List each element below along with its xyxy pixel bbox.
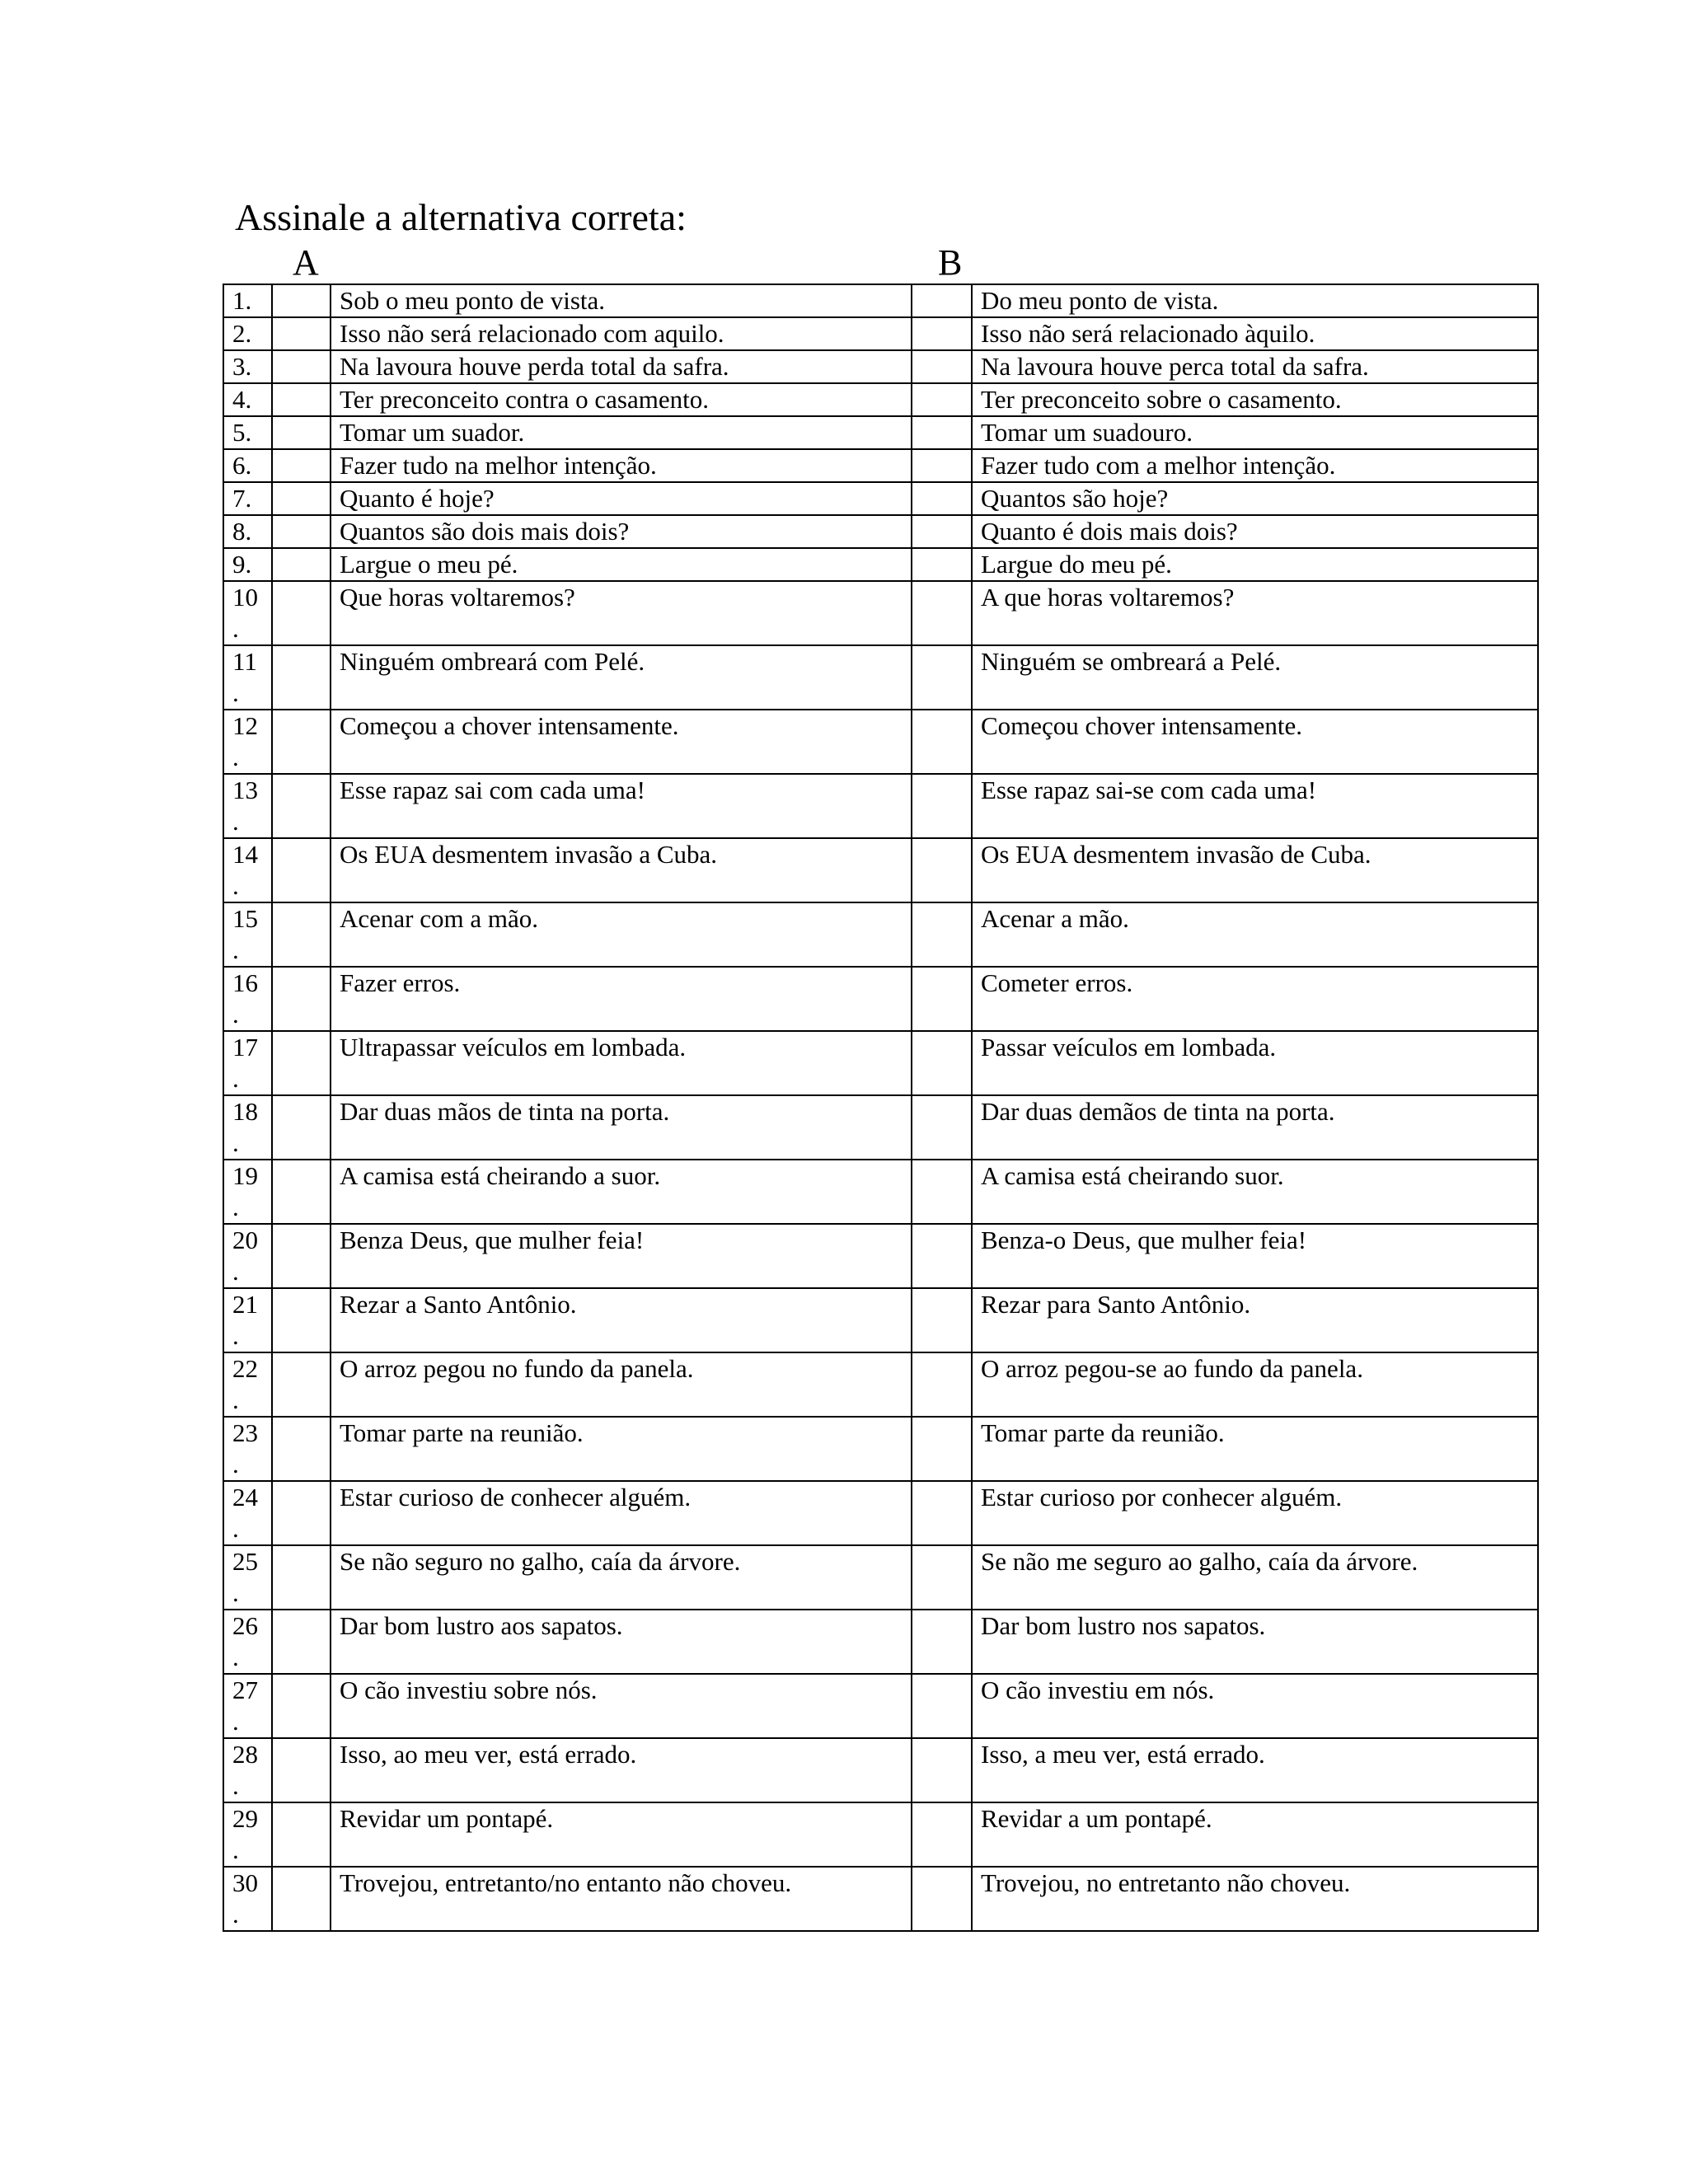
- answer-box-b[interactable]: [912, 967, 972, 1031]
- table-row: [223, 1738, 1538, 1802]
- option-b-text: Tomar parte da reunião.: [972, 1417, 1538, 1481]
- option-b-text: Ter preconceito sobre o casamento.: [972, 383, 1538, 416]
- answer-box-a[interactable]: [272, 967, 331, 1031]
- table-row: [223, 581, 1538, 645]
- option-a-text: Começou a chover intensamente.: [331, 710, 912, 774]
- option-a-text: Que horas voltaremos?: [331, 581, 912, 645]
- question-number: 1.: [232, 286, 252, 315]
- question-number: 18: [232, 1097, 258, 1126]
- question-number: 3.: [232, 352, 252, 381]
- answer-box-b[interactable]: [912, 1802, 972, 1867]
- question-number: 16: [232, 968, 258, 997]
- option-b-text: Fazer tudo com a melhor intenção.: [972, 449, 1538, 482]
- answer-box-a[interactable]: [272, 1031, 331, 1095]
- question-number: 10: [232, 583, 258, 612]
- option-a-text: Esse rapaz sai com cada uma!: [331, 774, 912, 838]
- answer-box-b[interactable]: [912, 1224, 972, 1288]
- question-number: 7.: [232, 484, 252, 513]
- table-row: [223, 774, 1538, 838]
- question-number-cell: [223, 645, 272, 710]
- question-number-cell: [223, 902, 272, 967]
- question-number: 19: [232, 1161, 258, 1190]
- answer-box-b[interactable]: [912, 1545, 972, 1610]
- question-number-cell: [223, 774, 272, 838]
- table-row: [223, 284, 1538, 317]
- question-number-cell: [223, 1481, 272, 1545]
- question-number-cell: [223, 1288, 272, 1352]
- question-number: 29: [232, 1804, 258, 1833]
- answer-box-a[interactable]: [272, 350, 331, 383]
- column-a-header: A: [293, 242, 319, 283]
- option-b-text: O cão investiu em nós.: [972, 1674, 1538, 1738]
- answer-box-b[interactable]: [912, 350, 972, 383]
- option-a-text: Os EUA desmentem invasão a Cuba.: [331, 838, 912, 902]
- option-a-text: Isso não será relacionado com aquilo.: [331, 317, 912, 350]
- page-title: Assinale a alternativa correta:: [235, 196, 687, 238]
- answer-box-a[interactable]: [272, 1352, 331, 1417]
- option-a-text: Ninguém ombreará com Pelé.: [331, 645, 912, 710]
- answer-box-b[interactable]: [912, 1352, 972, 1417]
- question-number: 21: [232, 1290, 258, 1319]
- answer-box-b[interactable]: [912, 317, 972, 350]
- question-number-cell: [223, 1738, 272, 1802]
- question-number-cell: [223, 1095, 272, 1160]
- table-row: [223, 1160, 1538, 1224]
- option-b-text: Dar duas demãos de tinta na porta.: [972, 1095, 1538, 1160]
- answer-box-a[interactable]: [272, 449, 331, 482]
- answer-box-a[interactable]: [272, 1545, 331, 1610]
- answer-box-b[interactable]: [912, 1867, 972, 1931]
- option-b-text: Isso, a meu ver, está errado.: [972, 1738, 1538, 1802]
- question-number-cell: [223, 967, 272, 1031]
- question-number-cell: [223, 482, 272, 515]
- answer-box-a[interactable]: [272, 1674, 331, 1738]
- answer-box-a[interactable]: [272, 317, 331, 350]
- option-b-text: Rezar para Santo Antônio.: [972, 1288, 1538, 1352]
- question-number-cell: [223, 1417, 272, 1481]
- option-b-text: Trovejou, no entretanto não choveu.: [972, 1867, 1538, 1931]
- answer-box-b[interactable]: [912, 1095, 972, 1160]
- answer-box-a[interactable]: [272, 1417, 331, 1481]
- answer-box-b[interactable]: [912, 1031, 972, 1095]
- option-b-text: Quantos são hoje?: [972, 482, 1538, 515]
- option-b-text: Estar curioso por conhecer alguém.: [972, 1481, 1538, 1545]
- table-row: [223, 1802, 1538, 1867]
- option-a-text: Quanto é hoje?: [331, 482, 912, 515]
- question-number-cell: [223, 317, 272, 350]
- answer-box-a[interactable]: [272, 1095, 331, 1160]
- question-number-period: .: [232, 614, 239, 643]
- column-b-header: B: [938, 242, 963, 283]
- answer-table-body: [223, 284, 1538, 1931]
- answer-box-a[interactable]: [272, 1160, 331, 1224]
- question-number-period: .: [232, 1000, 239, 1029]
- table-row: [223, 482, 1538, 515]
- answer-box-b[interactable]: [912, 1610, 972, 1674]
- option-b-text: A que horas voltaremos?: [972, 581, 1538, 645]
- answer-box-b[interactable]: [912, 482, 972, 515]
- question-number-cell: [223, 350, 272, 383]
- answer-box-a[interactable]: [272, 1288, 331, 1352]
- table-row: [223, 416, 1538, 449]
- question-number: 12: [232, 711, 258, 740]
- option-a-text: O cão investiu sobre nós.: [331, 1674, 912, 1738]
- option-a-text: Quantos são dois mais dois?: [331, 515, 912, 548]
- question-number: 23: [232, 1418, 258, 1447]
- question-number: 4.: [232, 385, 252, 414]
- option-b-text: Na lavoura houve perca total da safra.: [972, 350, 1538, 383]
- option-b-text: Quanto é dois mais dois?: [972, 515, 1538, 548]
- table-row: [223, 1481, 1538, 1545]
- answer-box-b[interactable]: [912, 449, 972, 482]
- answer-box-a[interactable]: [272, 548, 331, 581]
- question-number: 8.: [232, 517, 252, 546]
- question-number: 28: [232, 1740, 258, 1769]
- table-row: [223, 350, 1538, 383]
- table-row: [223, 1867, 1538, 1931]
- table-row: [223, 1288, 1538, 1352]
- question-number-period: .: [232, 871, 239, 900]
- question-number-cell: [223, 449, 272, 482]
- answer-box-b[interactable]: [912, 416, 972, 449]
- answer-box-b[interactable]: [912, 774, 972, 838]
- answer-box-b[interactable]: [912, 284, 972, 317]
- option-a-text: Tomar parte na reunião.: [331, 1417, 912, 1481]
- answer-box-b[interactable]: [912, 515, 972, 548]
- question-number-cell: [223, 1352, 272, 1417]
- option-b-text: Do meu ponto de vista.: [972, 284, 1538, 317]
- question-number: 5.: [232, 418, 252, 447]
- option-b-text: Dar bom lustro nos sapatos.: [972, 1610, 1538, 1674]
- option-a-text: Na lavoura houve perda total da safra.: [331, 350, 912, 383]
- question-number-cell: [223, 1031, 272, 1095]
- question-number-period: .: [232, 1257, 239, 1286]
- question-number-period: .: [232, 1128, 239, 1157]
- question-number-period: .: [232, 1193, 239, 1221]
- question-number-period: .: [232, 678, 239, 707]
- answer-box-a[interactable]: [272, 1802, 331, 1867]
- question-number-period: .: [232, 1514, 239, 1543]
- table-row: [223, 967, 1538, 1031]
- question-number-cell: [223, 515, 272, 548]
- question-number: 6.: [232, 451, 252, 480]
- question-number-cell: [223, 1545, 272, 1610]
- answer-box-b[interactable]: [912, 838, 972, 902]
- option-b-text: Largue do meu pé.: [972, 548, 1538, 581]
- question-number: 22: [232, 1354, 258, 1383]
- option-a-text: Sob o meu ponto de vista.: [331, 284, 912, 317]
- question-number-period: .: [232, 1064, 239, 1093]
- question-number: 25: [232, 1547, 258, 1576]
- answer-box-b[interactable]: [912, 1674, 972, 1738]
- answer-box-a[interactable]: [272, 1738, 331, 1802]
- option-a-text: Ter preconceito contra o casamento.: [331, 383, 912, 416]
- question-number-period: .: [232, 807, 239, 836]
- table-row: [223, 1352, 1538, 1417]
- question-number-period: .: [232, 1900, 239, 1929]
- option-a-text: Isso, ao meu ver, está errado.: [331, 1738, 912, 1802]
- option-b-text: Revidar a um pontapé.: [972, 1802, 1538, 1867]
- question-number: 14: [232, 840, 258, 869]
- answer-table: [223, 284, 1539, 1932]
- answer-box-b[interactable]: [912, 1160, 972, 1224]
- answer-box-a[interactable]: [272, 1224, 331, 1288]
- answer-box-a[interactable]: [272, 1867, 331, 1931]
- question-number-cell: [223, 1610, 272, 1674]
- table-row: [223, 1545, 1538, 1610]
- question-number-cell: [223, 1160, 272, 1224]
- answer-box-a[interactable]: [272, 416, 331, 449]
- question-number-period: .: [232, 1321, 239, 1350]
- option-a-text: Estar curioso de conhecer alguém.: [331, 1481, 912, 1545]
- answer-box-b[interactable]: [912, 1738, 972, 1802]
- answer-box-a[interactable]: [272, 284, 331, 317]
- table-row: [223, 902, 1538, 967]
- answer-box-a[interactable]: [272, 581, 331, 645]
- answer-box-a[interactable]: [272, 515, 331, 548]
- option-a-text: O arroz pegou no fundo da panela.: [331, 1352, 912, 1417]
- question-number: 30: [232, 1868, 258, 1897]
- answer-box-b[interactable]: [912, 581, 972, 645]
- question-number-cell: [223, 838, 272, 902]
- option-b-text: Esse rapaz sai-se com cada uma!: [972, 774, 1538, 838]
- question-number: 15: [232, 904, 258, 933]
- table-row: [223, 449, 1538, 482]
- option-b-text: Os EUA desmentem invasão de Cuba.: [972, 838, 1538, 902]
- table-row: [223, 1610, 1538, 1674]
- answer-box-b[interactable]: [912, 383, 972, 416]
- answer-box-b[interactable]: [912, 1417, 972, 1481]
- table-row: [223, 515, 1538, 548]
- question-number-cell: [223, 1224, 272, 1288]
- option-a-text: A camisa está cheirando a suor.: [331, 1160, 912, 1224]
- question-number-cell: [223, 416, 272, 449]
- table-row: [223, 1224, 1538, 1288]
- option-a-text: Benza Deus, que mulher feia!: [331, 1224, 912, 1288]
- answer-box-b[interactable]: [912, 1481, 972, 1545]
- table-row: [223, 317, 1538, 350]
- answer-box-b[interactable]: [912, 1288, 972, 1352]
- question-number: 11: [232, 647, 257, 676]
- question-number: 27: [232, 1675, 258, 1704]
- question-number-period: .: [232, 935, 239, 964]
- answer-box-a[interactable]: [272, 1610, 331, 1674]
- answer-box-a[interactable]: [272, 838, 331, 902]
- option-b-text: Isso não será relacionado àquilo.: [972, 317, 1538, 350]
- table-row: [223, 1674, 1538, 1738]
- table-row: [223, 1031, 1538, 1095]
- answer-box-a[interactable]: [272, 482, 331, 515]
- question-number: 20: [232, 1226, 258, 1254]
- option-a-text: Revidar um pontapé.: [331, 1802, 912, 1867]
- option-a-text: Dar bom lustro aos sapatos.: [331, 1610, 912, 1674]
- option-a-text: Fazer tudo na melhor intenção.: [331, 449, 912, 482]
- option-a-text: Tomar um suador.: [331, 416, 912, 449]
- question-number-period: .: [232, 1385, 239, 1414]
- option-a-text: Acenar com a mão.: [331, 902, 912, 967]
- table-row: [223, 1095, 1538, 1160]
- option-a-text: Se não seguro no galho, caía da árvore.: [331, 1545, 912, 1610]
- question-number: 24: [232, 1483, 258, 1511]
- question-number-period: .: [232, 743, 239, 771]
- answer-box-a[interactable]: [272, 774, 331, 838]
- option-b-text: Passar veículos em lombada.: [972, 1031, 1538, 1095]
- question-number-cell: [223, 548, 272, 581]
- question-number: 17: [232, 1033, 258, 1062]
- answer-box-a[interactable]: [272, 645, 331, 710]
- table-row: [223, 710, 1538, 774]
- question-number-period: .: [232, 1450, 239, 1479]
- question-number-period: .: [232, 1835, 239, 1864]
- option-b-text: Começou chover intensamente.: [972, 710, 1538, 774]
- question-number-cell: [223, 1867, 272, 1931]
- answer-box-b[interactable]: [912, 902, 972, 967]
- option-b-text: Cometer erros.: [972, 967, 1538, 1031]
- option-a-text: Ultrapassar veículos em lombada.: [331, 1031, 912, 1095]
- question-number-period: .: [232, 1707, 239, 1736]
- option-a-text: Fazer erros.: [331, 967, 912, 1031]
- question-number: 2.: [232, 319, 252, 348]
- question-number-cell: [223, 1802, 272, 1867]
- answer-box-a[interactable]: [272, 383, 331, 416]
- question-number-cell: [223, 581, 272, 645]
- answer-box-b[interactable]: [912, 548, 972, 581]
- question-number: 9.: [232, 550, 252, 579]
- question-number-period: .: [232, 1771, 239, 1800]
- option-b-text: Ninguém se ombreará a Pelé.: [972, 645, 1538, 710]
- answer-box-b[interactable]: [912, 710, 972, 774]
- answer-box-a[interactable]: [272, 902, 331, 967]
- answer-box-a[interactable]: [272, 1481, 331, 1545]
- question-number: 13: [232, 776, 258, 804]
- option-b-text: Tomar um suadouro.: [972, 416, 1538, 449]
- table-row: [223, 1417, 1538, 1481]
- option-a-text: Rezar a Santo Antônio.: [331, 1288, 912, 1352]
- table-row: [223, 548, 1538, 581]
- question-number-period: .: [232, 1578, 239, 1607]
- option-a-text: Dar duas mãos de tinta na porta.: [331, 1095, 912, 1160]
- question-number-cell: [223, 1674, 272, 1738]
- option-a-text: Largue o meu pé.: [331, 548, 912, 581]
- table-row: [223, 383, 1538, 416]
- answer-box-a[interactable]: [272, 710, 331, 774]
- table-row: [223, 838, 1538, 902]
- question-number-cell: [223, 284, 272, 317]
- question-number-cell: [223, 383, 272, 416]
- table-row: [223, 645, 1538, 710]
- option-b-text: A camisa está cheirando suor.: [972, 1160, 1538, 1224]
- question-number-cell: [223, 710, 272, 774]
- option-b-text: Se não me seguro ao galho, caía da árvore.: [972, 1545, 1538, 1610]
- option-b-text: Benza-o Deus, que mulher feia!: [972, 1224, 1538, 1288]
- answer-box-b[interactable]: [912, 645, 972, 710]
- option-a-text: Trovejou, entretanto/no entanto não choveu.: [331, 1867, 912, 1931]
- question-number: 26: [232, 1611, 258, 1640]
- option-b-text: Acenar a mão.: [972, 902, 1538, 967]
- option-b-text: O arroz pegou-se ao fundo da panela.: [972, 1352, 1538, 1417]
- question-number-period: .: [232, 1643, 239, 1671]
